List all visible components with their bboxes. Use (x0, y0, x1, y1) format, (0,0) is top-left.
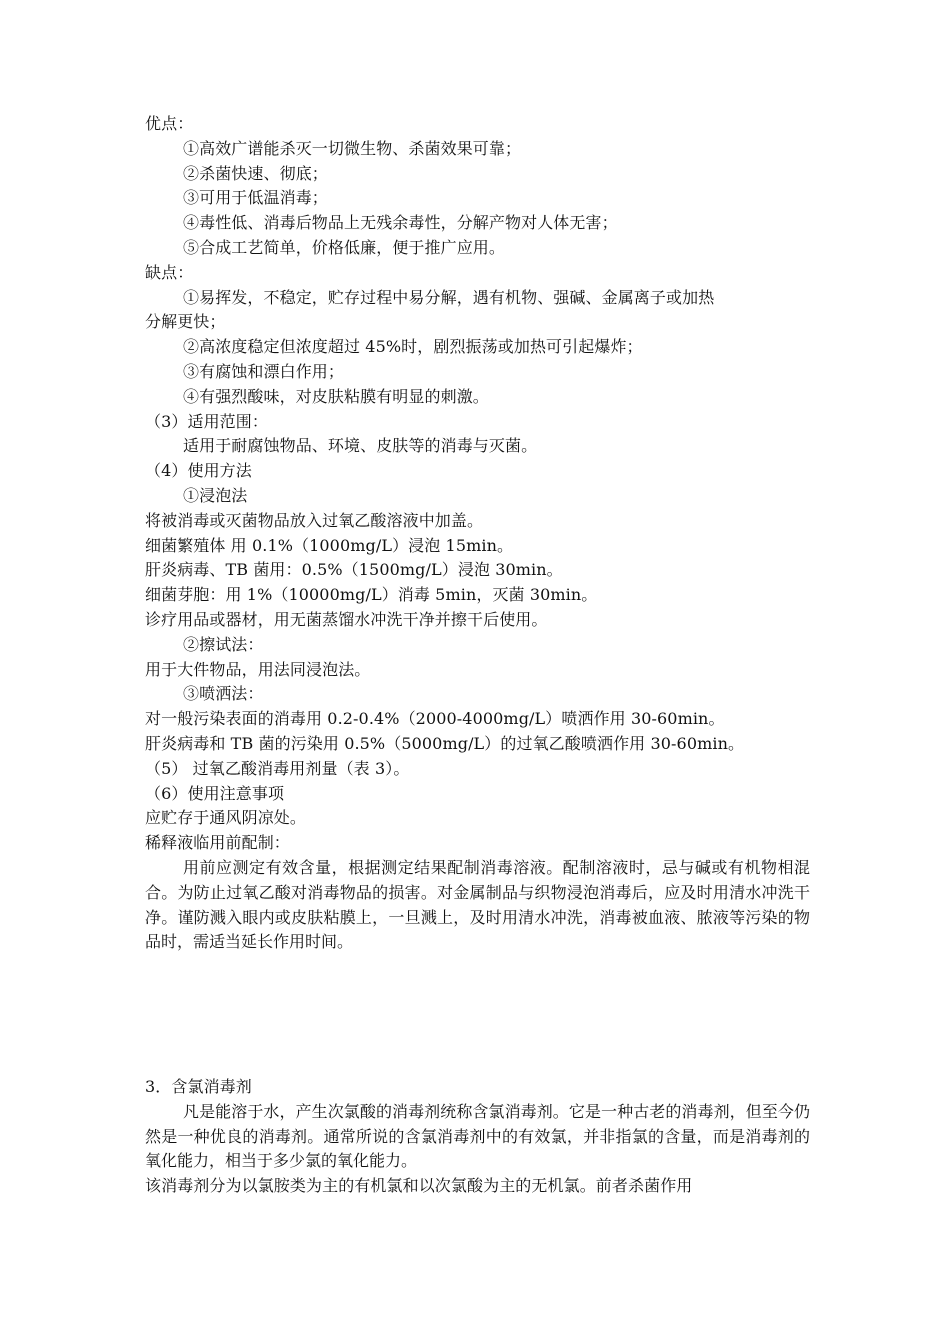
usage-heading: （4）使用方法 (145, 461, 252, 481)
wipe-method-text: 用于大件物品，用法同浸泡法。 (145, 659, 371, 679)
chlorine-disinfectant-section (145, 1075, 810, 1199)
soak-line: 诊疗用品或器材，用无菌蒸馏水冲洗干净并擦干后使用。 (145, 609, 548, 629)
wipe-method-heading: ②擦试法： (183, 634, 264, 654)
spray-line: 肝炎病毒和 TB 菌的污染用 0.5%（5000mg/L）的过氧乙酸喷洒作用 30-60min。 (145, 733, 745, 753)
advantage-item: ⑤合成工艺简单，价格低廉，便于推广应用。 (183, 237, 506, 257)
soak-method-heading: ①浸泡法 (183, 485, 248, 505)
advantage-item: ①高效广谱能杀灭一切微生物、杀菌效果可靠； (183, 138, 522, 158)
section-title: 3．含氯消毒剂 (145, 1077, 252, 1096)
spray-method-heading: ③喷洒法： (183, 684, 264, 704)
soak-line: 将被消毒或灭菌物品放入过氧乙酸溶液中加盖。 (145, 510, 484, 530)
advantage-item: ④毒性低、消毒后物品上无残余毒性，分解产物对人体无害； (183, 213, 618, 233)
section-paragraph: 凡是能溶于水，产生次氯酸的消毒剂统称含氯消毒剂。它是一种古老的消毒剂，但至今仍然是一种优良的消毒剂。通常所说的含氯消毒剂中的有效氯，并非指氯的含量，而是消毒剂的氧化能力，相当于多少氯的氧化能力。 (145, 1101, 810, 1171)
disadvantages-heading: 缺点： (145, 262, 194, 282)
disadvantage-item-continued: 分解更快； (145, 312, 226, 332)
advantages-heading: 优点： (145, 114, 194, 133)
notes-line: 应贮存于通风阴凉处。 (145, 808, 307, 828)
disadvantage-item: ④有强烈酸味，对皮肤粘膜有明显的刺激。 (183, 386, 489, 406)
scope-text: 适用于耐腐蚀物品、环境、皮肤等的消毒与灭菌。 (183, 436, 538, 456)
scope-heading: （3）适用范围： (145, 411, 268, 431)
dosage-heading: （5） 过氧乙酸消毒用剂量（表 3）。 (145, 758, 410, 778)
soak-line: 肝炎病毒、TB 菌用：0.5%（1500mg/L）浸泡 30min。 (145, 560, 563, 580)
soak-line: 细菌芽胞：用 1%（10000mg/L）消毒 5min，灭菌 30min。 (145, 585, 598, 605)
advantage-item: ③可用于低温消毒； (183, 188, 328, 208)
disadvantage-item: ③有腐蚀和漂白作用； (183, 361, 345, 381)
notes-paragraph: 用前应测定有效含量，根据测定结果配制消毒溶液。配制溶液时，忌与碱或有机物相混合。为防止过氧乙酸对消毒物品的损害。对金属制品与织物浸泡消毒后，应及时用清水冲洗干净。谨防溅入眼内或皮肤粘膜上，一旦溅上，及时用清水冲洗，消毒被血液、脓液等污染的物品时，需适当延长作用时间。 (145, 857, 810, 952)
disadvantage-item: ①易挥发，不稳定，贮存过程中易分解，遇有机物、强碱、金属离子或加热 (183, 287, 715, 307)
peracetic-acid-section (145, 112, 810, 955)
section-paragraph-line: 该消毒剂分为以氯胺类为主的有机氯和以次氯酸为主的无机氯。前者杀菌作用 (145, 1176, 693, 1196)
disadvantage-item: ②高浓度稳定但浓度超过 45%时，剧烈振荡或加热可引起爆炸； (183, 337, 643, 357)
advantage-item: ②杀菌快速、彻底； (183, 163, 328, 183)
notes-line: 稀释液临用前配制： (145, 833, 290, 853)
soak-line: 细菌繁殖体 用 0.1%（1000mg/L）浸泡 15min。 (145, 535, 514, 555)
notes-heading: （6）使用注意事项 (145, 783, 285, 803)
spray-line: 对一般污染表面的消毒用 0.2-0.4%（2000-4000mg/L）喷洒作用 30-60min。 (145, 709, 725, 729)
